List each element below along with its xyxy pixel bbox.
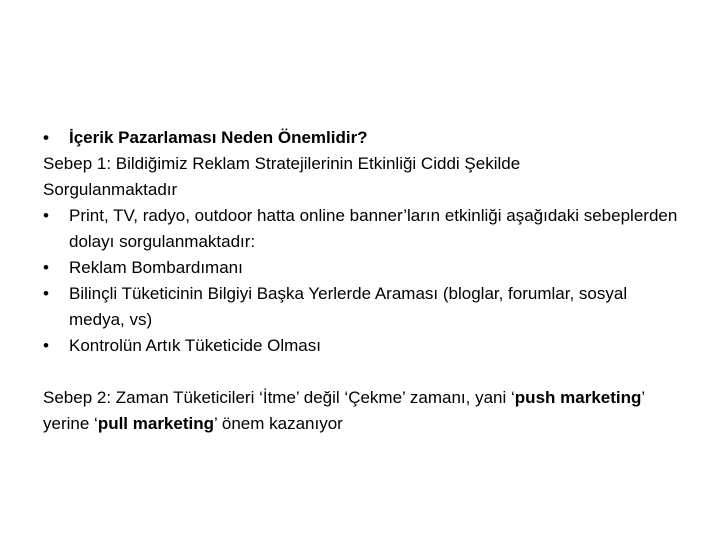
reason-1-line-1: Sebep 1: Bildiğimiz Reklam Stratejilerinin Etkinliği Ciddi Şekilde bbox=[43, 154, 521, 173]
reason-2-part-2: ’ yerine ‘ bbox=[43, 388, 645, 433]
list-item-text: Print, TV, radyo, outdoor hatta online banner’ların etkinliği aşağıdaki sebeplerden dolayı sorgulanmaktadır: bbox=[69, 206, 678, 251]
list-item-text: Kontrolün Artık Tüketicide Olması bbox=[69, 336, 321, 355]
heading-bullet bbox=[43, 125, 683, 151]
reason-2-part-1: Sebep 2: Zaman Tüketicileri ‘İtme’ değil ‘Çekme’ zamanı, yani ‘ bbox=[43, 388, 515, 407]
slide-heading: İçerik Pazarlaması Neden Önemlidir? bbox=[69, 128, 368, 147]
spacer bbox=[43, 359, 683, 385]
reason-2-part-3: ’ önem kazanıyor bbox=[214, 414, 343, 433]
push-marketing-term: push marketing bbox=[514, 388, 642, 407]
bullet-dot: • bbox=[43, 284, 49, 303]
reason-1-line-2: Sorgulanmaktadır bbox=[43, 180, 178, 199]
bullet-dot: • bbox=[43, 336, 49, 355]
list-item bbox=[43, 203, 683, 255]
list-item bbox=[43, 281, 683, 333]
pull-marketing-term: pull marketing bbox=[97, 414, 214, 433]
list-item-text: Bilinçli Tüketicinin Bilgiyi Başka Yerlerde Araması (bloglar, forumlar, sosyal medya, vs) bbox=[69, 284, 628, 329]
list-item-text: Reklam Bombardımanı bbox=[69, 258, 243, 277]
bullet-dot: • bbox=[43, 128, 49, 147]
slide-content bbox=[43, 125, 683, 437]
reason-2 bbox=[43, 385, 683, 437]
bullet-dot: • bbox=[43, 206, 49, 225]
reason-1 bbox=[43, 151, 683, 203]
list-item bbox=[43, 255, 683, 281]
bullet-dot: • bbox=[43, 258, 49, 277]
list-item bbox=[43, 333, 683, 359]
